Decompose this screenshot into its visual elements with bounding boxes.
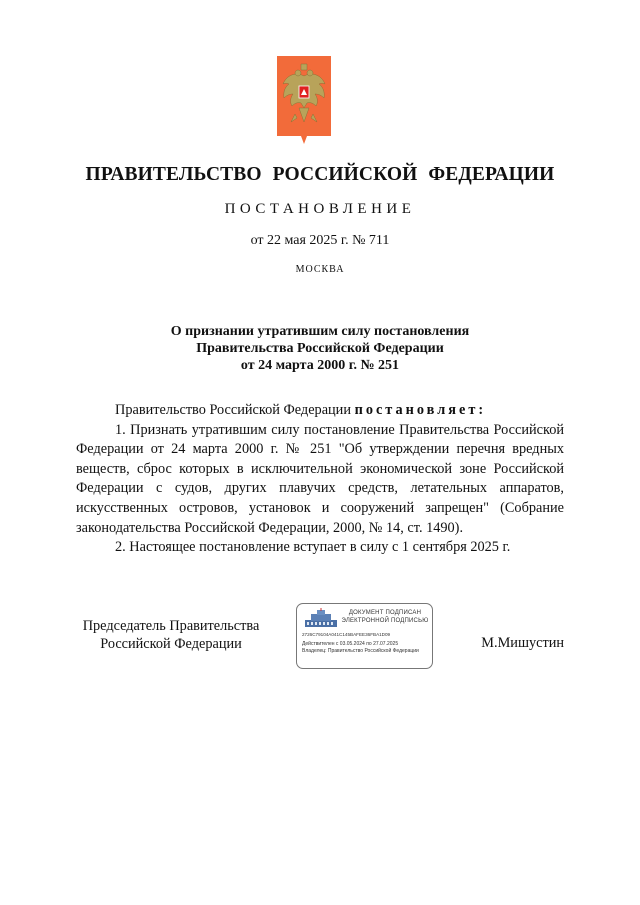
government-title: ПРАВИТЕЛЬСТВО РОССИЙСКОЙ ФЕДЕРАЦИИ [85, 164, 555, 185]
certificate-owner: Владелец: Правительство Российской Федерации [302, 647, 419, 654]
preamble-verb: постановляет: [354, 402, 487, 418]
item-1: 1. Признать утратившим силу постановление Правительства Российской Федерации от 24 марта 2000 г. № 251 "Об утверждении перечня вредных веществ, сброс которых в исключительной экономической зоне Российской Федерации с судов, других плавучих средств, летательных аппаратов, искусственных островов, установок и сооружений запрещен" (Собрание законодательства Российской Федерации, 2000, № 14, ст. 1490). [76, 421, 564, 536]
coat-of-arms-icon [277, 56, 331, 144]
document-date-number: от 22 мая 2025 г. № 711 [250, 233, 390, 248]
subject-line: от 24 марта 2000 г. № 251 [240, 358, 400, 373]
city: МОСКВА [295, 264, 345, 275]
document-subject [0, 323, 640, 374]
preamble-text: Правительство Российской Федерации [115, 402, 351, 418]
stamp-validity [302, 641, 430, 654]
stamp-heading-line: ДОКУМЕНТ ПОДПИСАН [348, 610, 422, 616]
stamp-heading-line: ЭЛЕКТРОННОЙ ПОДПИСЬЮ [341, 618, 429, 624]
signer-title-line: Российской Федерации [100, 636, 242, 652]
validity-period: Действителен с 03.05.2024 по 27.07.2025 [302, 641, 399, 647]
subject-line: О признании утратившим силу постановления [170, 324, 470, 339]
certificate-number: 2726C79104A041C145BAFEE36FBA1D09 [302, 632, 391, 637]
signer-name: М.Мишустин [481, 635, 564, 651]
preamble [76, 401, 564, 421]
signer-title-line: Председатель Правительства [82, 618, 260, 634]
document-body [76, 401, 564, 558]
item-2: 2. Настоящее постановление вступает в силу с 1 сентября 2025 г. [115, 539, 511, 556]
stamp-heading [341, 609, 429, 625]
subject-line: Правительства Российской Федерации [196, 341, 444, 356]
signer-title [76, 617, 266, 653]
government-building-icon [303, 608, 339, 628]
document-type: ПОСТАНОВЛЕНИЕ [224, 201, 416, 217]
electronic-signature-stamp [296, 603, 433, 669]
